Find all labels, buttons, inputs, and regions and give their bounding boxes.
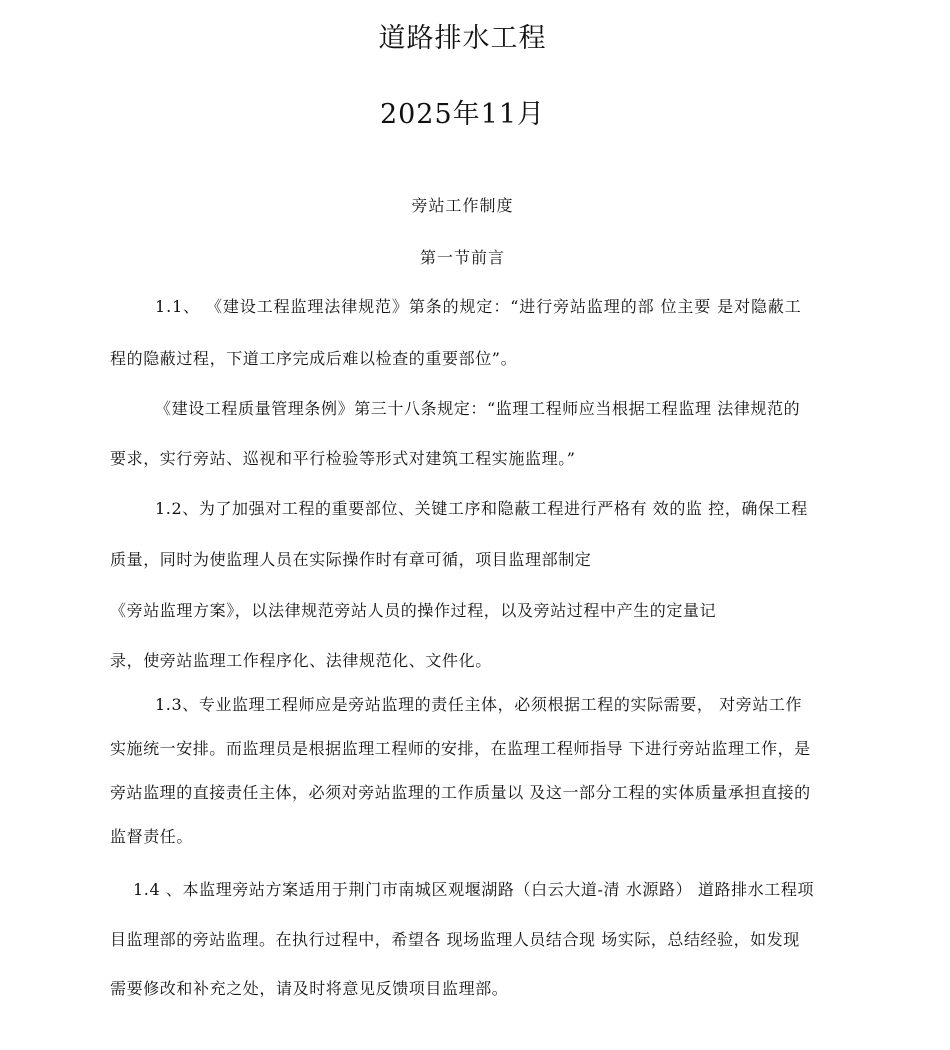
- paragraph-line: 录，使旁站监理工作程序化、法律规范化、文件化。: [110, 651, 492, 670]
- paragraph-line: 质量，同时为使监理人员在实际操作时有章可循，项目监理部制定: [110, 550, 592, 569]
- paragraph-line: 1.2、为了加强对工程的重要部位、关键工序和隐蔽工程进行严格有 效的监 控，确保工程: [155, 499, 808, 518]
- paragraph-line: 实施统一安排。而监理员是根据监理工程师的安排，在监理工程师指导 下进行旁站监理工作，是: [110, 739, 811, 758]
- paragraph-line: 程的隐蔽过程，下道工序完成后难以检查的重要部位”。: [110, 349, 518, 368]
- paragraph-line: 1.1、 《建设工程监理法律规范》第条的规定：“进行旁站监理的部 位主要 是对隐蔽工: [155, 297, 802, 316]
- paragraph-line: 监督责任。: [110, 827, 194, 846]
- section-title: 旁站工作制度: [411, 196, 514, 215]
- section-subtitle: 第一节前言: [419, 248, 505, 267]
- paragraph-line: 1.3、专业监理工程师应是旁站监理的责任主体，必须根据工程的实际需要， 对旁站工作: [155, 695, 803, 714]
- document-date: 2025年11月: [379, 99, 546, 130]
- paragraph-line: 《旁站监理方案》，以法律规范旁站人员的操作过程，以及旁站过程中产生的定量记: [110, 601, 717, 620]
- paragraph-line: 需要修改和补充之处，请及时将意见反馈项目监理部。: [110, 979, 509, 998]
- paragraph-line: 1.4 、本监理旁站方案适用于荆门市南城区观堰湖路（白云大道-清 水源路） 道路排水工程项: [133, 880, 815, 899]
- document-title: 道路排水工程: [378, 23, 547, 54]
- paragraph-line: 目监理部的旁站监理。在执行过程中，希望各 现场监理人员结合现 场实际，总结经验，如发现: [110, 930, 800, 949]
- paragraph-line: 《建设工程质量管理条例》第三十八条规定：“监理工程师应当根据工程监理 法律规范的: [155, 399, 801, 418]
- paragraph-line: 要求，实行旁站、巡视和平行检验等形式对建筑工程实施监理。”: [110, 449, 576, 468]
- paragraph-line: 旁站监理的直接责任主体，必须对旁站监理的工作质量以 及这一部分工程的实体质量承担直接的: [110, 783, 811, 802]
